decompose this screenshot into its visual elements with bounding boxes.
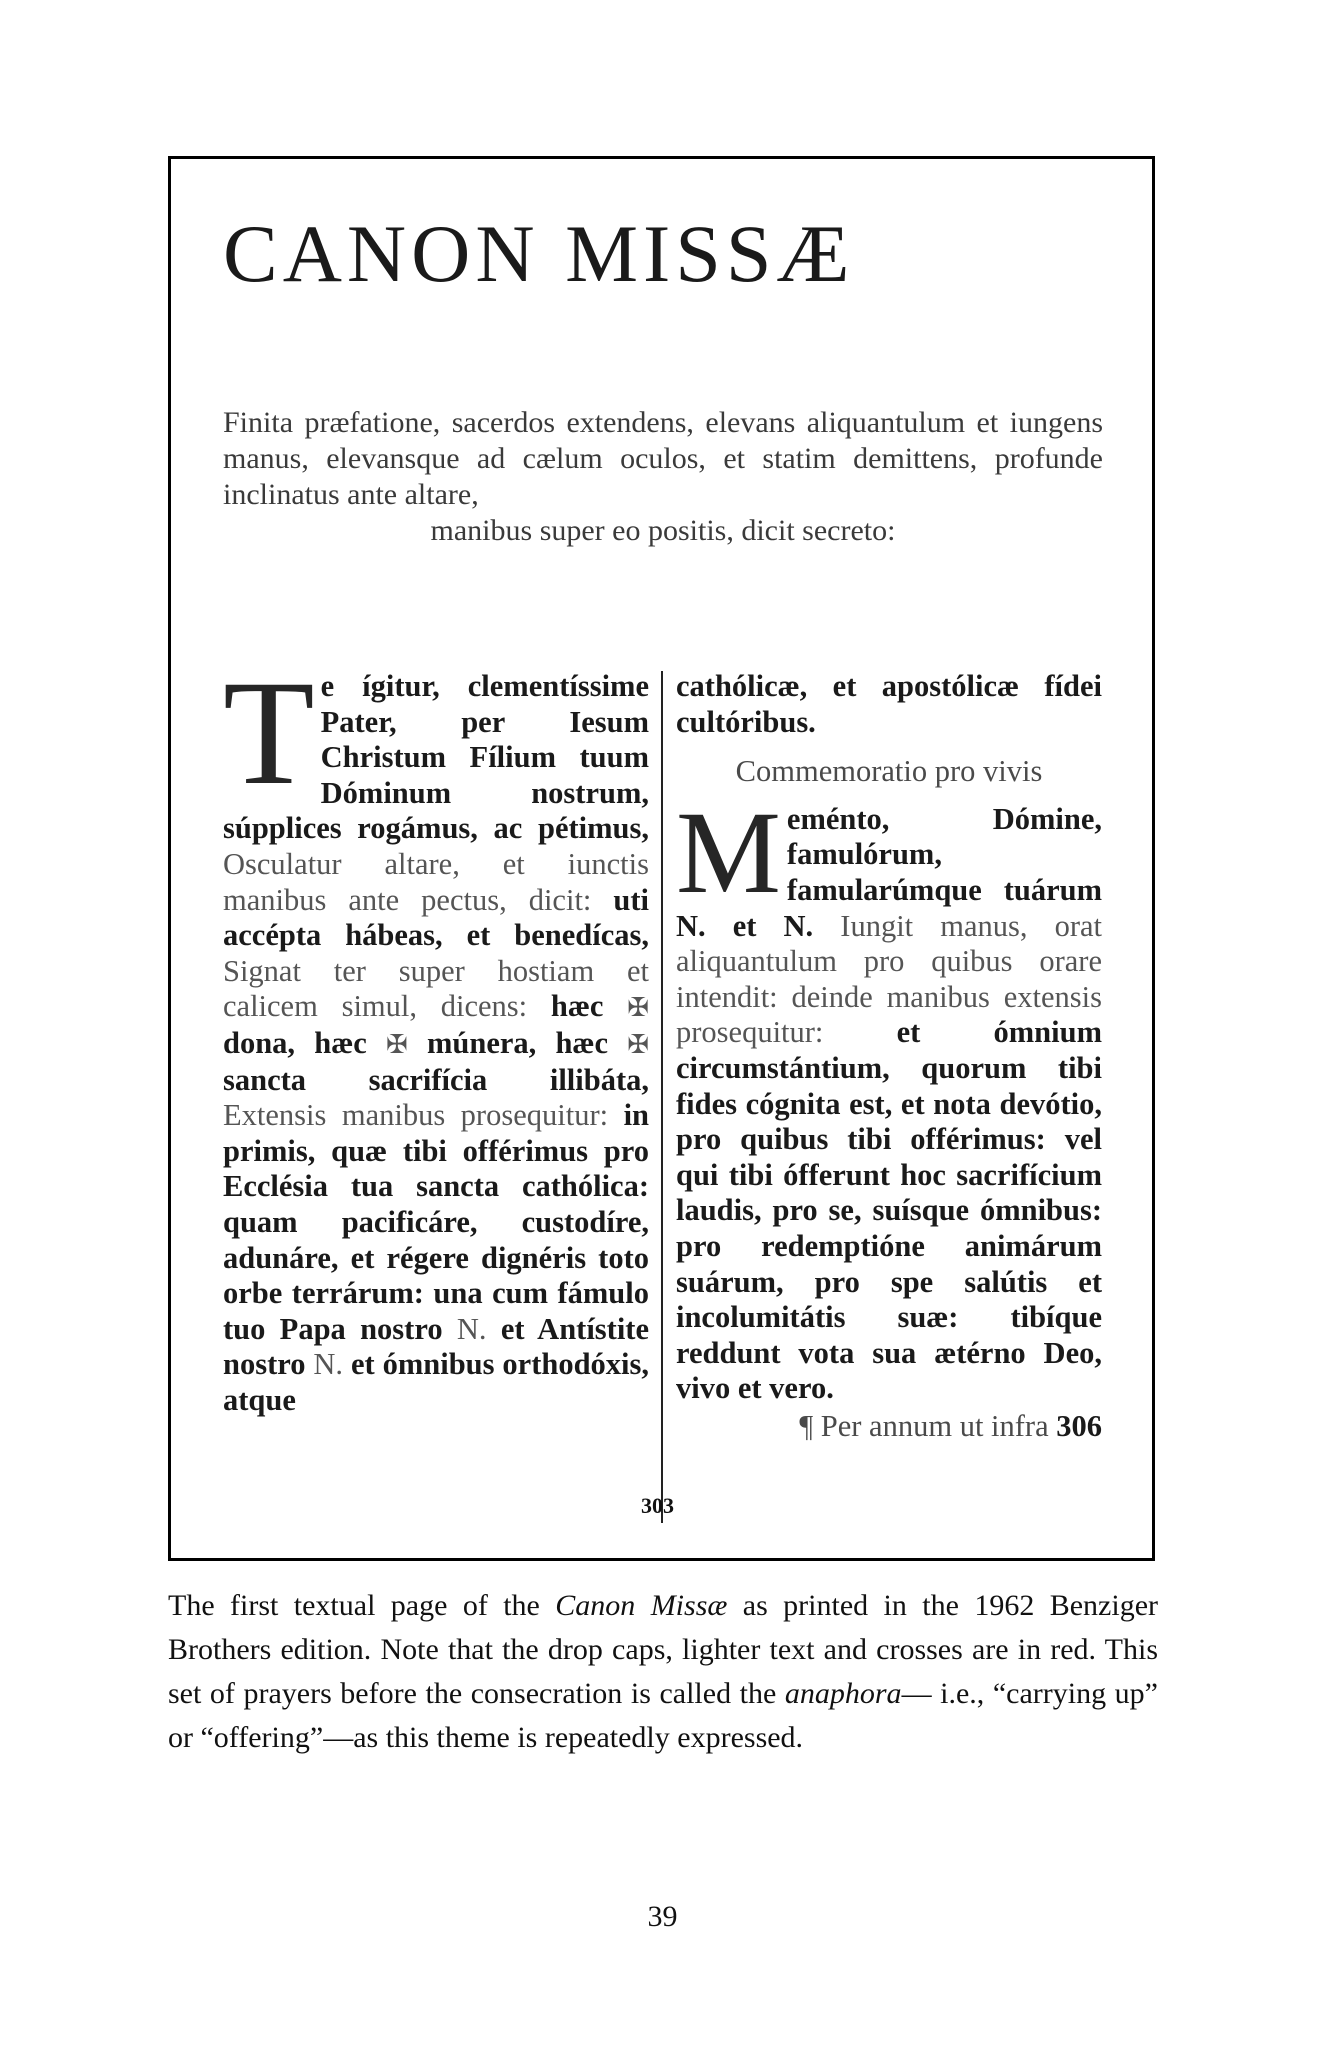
cross-icon: ✠ bbox=[627, 1029, 649, 1059]
left-column bbox=[223, 650, 650, 1418]
caption-text: The first textual page of the bbox=[168, 1589, 540, 1622]
intro-rubric-text: Finita præfatione, sacerdos extendens, elevans aliquantulum et iungens manus, elevansque ad cælum oculos, et statim demittens, profunde inclinatus ante altare, bbox=[223, 406, 1103, 511]
memento-text: eménto, Dómine, famulórum, famularúmque tuárum N. et N. bbox=[676, 801, 1102, 943]
memento-paragraph bbox=[676, 786, 1102, 1407]
cross-icon: ✠ bbox=[385, 1029, 408, 1059]
orthodoxis-text: et ómnibus orthodóxis, atque bbox=[223, 1347, 649, 1417]
accepta-text: uti accépta hábeas, et benedícas, bbox=[223, 882, 649, 953]
sancta-text: sancta sacrifícia illibáta, bbox=[223, 1062, 649, 1097]
facsimile-page-number: 303 bbox=[641, 1493, 674, 1518]
commemoratio-heading: Commemoratio pro vivis bbox=[735, 754, 1043, 789]
caption-text: — i.e., “carrying up” or “offering”—as this theme is repeatedly expressed. bbox=[168, 1677, 1158, 1754]
rubric-iungit: Iungit manus, orat aliquantulum pro quibus orare intendit: deinde manibus extensis prosequitur: bbox=[676, 908, 1102, 1050]
in-primis-text: in primis, quæ tibi offérimus pro Ecclésia tua sancta cathólica: quam pacificáre, custodíre, adunáre, et régere dignéris toto orbe terrárum: una cum fámulo tuo Papa nostro bbox=[223, 1098, 649, 1346]
per-annum-text: ¶ Per annum ut infra bbox=[799, 1408, 1049, 1443]
te-igitur-opening: e ígitur, clementíssime Pater, per Iesum Christum Fílium tuum Dóminum nostrum, súpplices rogámus, ac pétimus, bbox=[223, 669, 649, 846]
page-number: 39 bbox=[647, 1900, 678, 1933]
n-placeholder: N. bbox=[456, 1311, 487, 1346]
canon-title: CANON MISSÆ bbox=[223, 208, 855, 299]
n-placeholder: N. bbox=[313, 1347, 344, 1382]
rubric-extensis: Extensis manibus prosequitur: bbox=[223, 1098, 609, 1133]
continuation-text: cathólicæ, et apostólicæ fídei cultóribus. bbox=[676, 669, 1102, 739]
intro-rubric-last-line: manibus super eo positis, dicit secreto: bbox=[430, 514, 896, 547]
dropcap-t: T bbox=[223, 650, 315, 816]
figure-caption bbox=[168, 1584, 1158, 1760]
caption-term: anaphora bbox=[784, 1677, 902, 1710]
omnium-text: et ómnium circumstántium, quorum tibi fides cógnita est, et nota devótio, pro quibus tibi offérimus: vel qui tibi ófferunt hoc sacrifícium laudis, pro se, suísque ómnibus: pro redemptióne animárum suárum, pro spe salútis et incolumitátis suæ: tibíque reddunt vota sua ætérno Deo, vivo et vero. bbox=[676, 1015, 1102, 1406]
dona-text: dona, hæc bbox=[223, 1025, 367, 1060]
munera-text: múnera, hæc bbox=[426, 1025, 608, 1060]
dropcap-m: M bbox=[676, 786, 781, 918]
column-divider bbox=[661, 671, 663, 1523]
per-annum-page: 306 bbox=[1056, 1408, 1102, 1443]
cross-icon: ✠ bbox=[627, 993, 650, 1023]
caption-title: Canon Missæ bbox=[555, 1589, 728, 1622]
missal-facsimile bbox=[168, 156, 1155, 1561]
right-column bbox=[676, 669, 1102, 1444]
caption-text: as printed in the 1962 Benziger Brothers edition. Note that the drop caps, lighter text and crosses are in red. This set of prayers before the consecration is called the bbox=[168, 1589, 1159, 1710]
rubric-signat: Signat ter super hostiam et calicem simul, dicens: bbox=[223, 953, 649, 1024]
rubric-osculatur: Osculatur altare, et iunctis manibus ante pectus, dicit: bbox=[223, 846, 649, 917]
antistite-text: et Antístite nostro bbox=[223, 1311, 649, 1382]
per-annum-reference bbox=[676, 1409, 1102, 1445]
haec-text: hæc bbox=[550, 989, 604, 1024]
intro-rubric bbox=[223, 405, 1103, 549]
